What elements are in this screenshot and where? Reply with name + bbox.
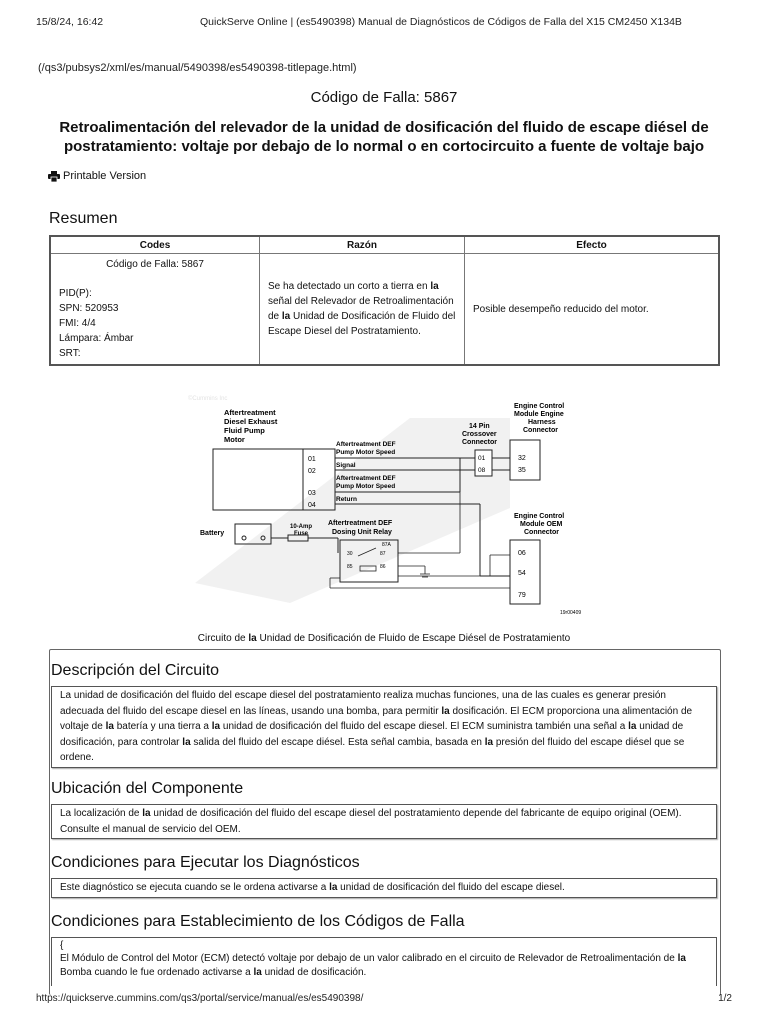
svg-text:Fluid Pump: Fluid Pump bbox=[224, 426, 265, 435]
spn-line: SPN: 520953 bbox=[59, 303, 119, 314]
ecm-oem-label bbox=[514, 513, 564, 536]
svg-text:85: 85 bbox=[347, 564, 353, 570]
diagram-caption: Circuito de la Unidad de Dosificación de Fluido de Escape Diésel de Postratamiento bbox=[197, 633, 571, 644]
svg-text:Fuse: Fuse bbox=[294, 531, 309, 537]
print-title: QuickServe Online | (es5490398) Manual de Diagnósticos de Códigos de Falla del X15 CM2450 X134B bbox=[200, 16, 682, 28]
svg-text:Motor: Motor bbox=[224, 435, 245, 444]
printer-icon bbox=[48, 171, 60, 182]
printable-version-label: Printable Version bbox=[63, 170, 147, 182]
svg-text:32: 32 bbox=[518, 455, 526, 462]
svg-text:87A: 87A bbox=[382, 542, 391, 548]
estab-box: { El Módulo de Control del Motor (ECM) detectó voltaje por debajo de un valor calibrado en el circuito de Relevador de Retroalimentación de la Bomba cuando le fue ordenado activarse a la unidad de dosificación. bbox=[51, 937, 717, 986]
svg-text:Aftertreatment DEF: Aftertreatment DEF bbox=[336, 475, 396, 482]
svg-text:30: 30 bbox=[347, 551, 353, 557]
svg-text:14 Pin: 14 Pin bbox=[469, 423, 490, 430]
svg-text:Engine Control: Engine Control bbox=[514, 513, 565, 520]
svg-text:03: 03 bbox=[308, 490, 316, 497]
svg-text:Module Engine: Module Engine bbox=[514, 411, 564, 418]
svg-text:Connector: Connector bbox=[462, 439, 497, 446]
pid-line: PID(P): bbox=[59, 288, 92, 299]
svg-text:Module OEM: Module OEM bbox=[520, 521, 563, 528]
srt-line: SRT: bbox=[59, 348, 81, 359]
svg-text:Pump Motor Speed: Pump Motor Speed bbox=[336, 483, 396, 490]
page-title: Retroalimentación del relevador de la unidad de dosificación del fluido de escape diésel de postratamiento: voltaje por debajo de lo normal o en cortocircuito a fuente de voltaje bajo bbox=[59, 119, 709, 155]
motor-label bbox=[224, 408, 278, 444]
svg-text:Aftertreatment DEF: Aftertreatment DEF bbox=[336, 441, 396, 448]
svg-text:01: 01 bbox=[308, 456, 316, 463]
razon-cell: Se ha detectado un corto a tierra en la señal del Relevador de Retroalimentación de la Unidad de Dosificación de Fluido del Escape Diesel del Postratamiento. bbox=[260, 254, 465, 366]
fault-code-line: Código de Falla: 5867 bbox=[106, 259, 204, 270]
footer-url: https://quickserve.cummins.com/qs3/portal/service/manual/es/es5490398/ bbox=[36, 993, 364, 1004]
svg-text:Connector: Connector bbox=[524, 529, 559, 536]
cond-box: Este diagnóstico se ejecuta cuando se le ordena activarse a la unidad de dosificación del fluido del escape diesel. bbox=[51, 878, 717, 898]
summary-table bbox=[49, 235, 720, 366]
svg-text:Aftertreatment DEF: Aftertreatment DEF bbox=[328, 520, 393, 527]
svg-text:02: 02 bbox=[308, 468, 316, 475]
svg-text:Harness: Harness bbox=[528, 419, 556, 426]
svg-text:Return: Return bbox=[336, 496, 357, 503]
svg-text:54: 54 bbox=[518, 570, 526, 577]
ubic-heading: Ubicación del Componente bbox=[51, 780, 244, 797]
svg-text:Aftertreatment: Aftertreatment bbox=[224, 408, 276, 417]
lamp-line: Lámpara: Ámbar bbox=[59, 333, 134, 344]
fault-code-title: Código de Falla: 5867 bbox=[310, 89, 458, 106]
svg-text:87: 87 bbox=[380, 551, 386, 557]
motor-pins bbox=[308, 456, 316, 509]
battery-label: Battery bbox=[200, 530, 225, 537]
fmi-line: FMI: 4/4 bbox=[59, 318, 96, 329]
printable-version-link[interactable] bbox=[48, 170, 146, 182]
col-codes: Codes bbox=[50, 236, 260, 254]
svg-text:Dosing Unit Relay: Dosing Unit Relay bbox=[332, 529, 392, 536]
page-number: 1/2 bbox=[718, 993, 732, 1004]
codes-cell bbox=[50, 254, 260, 366]
circuit-diagram bbox=[180, 388, 590, 618]
svg-text:Signal: Signal bbox=[336, 462, 356, 469]
svg-text:04: 04 bbox=[308, 502, 316, 509]
svg-text:79: 79 bbox=[518, 592, 526, 599]
svg-text:Crossover: Crossover bbox=[462, 431, 497, 438]
resumen-heading: Resumen bbox=[49, 210, 118, 227]
efecto-cell: Posible desempeño reducido del motor. bbox=[465, 254, 720, 366]
estab-heading: Condiciones para Establecimiento de los Códigos de Falla bbox=[51, 913, 465, 930]
svg-text:Connector: Connector bbox=[523, 427, 558, 434]
svg-text:06: 06 bbox=[518, 550, 526, 557]
svg-text:Diesel Exhaust: Diesel Exhaust bbox=[224, 417, 278, 426]
col-efecto: Efecto bbox=[465, 236, 720, 254]
desc-box: La unidad de dosificación del fluido del escape diesel del postratamiento realiza muchas funciones, una de las cuales es generar presión adecuada del fluido del escape diesel en las líneas, usando una bomba, para permitir la dosificación. El ECM proporciona una alimentación de voltaje de la batería y una tierra a la unidad de dosificación del fluido del escape diesel. El ECM suministra también una señal a la unidad de dosificación, para controlar la salida del fluido del escape diésel. Esta señal cambia, basada en la presión del fluido del escape diésel que se ordene. bbox=[51, 686, 717, 768]
svg-text:08: 08 bbox=[478, 467, 486, 474]
cond-heading: Condiciones para Ejecutar los Diagnósticos bbox=[51, 854, 360, 871]
svg-text:35: 35 bbox=[518, 467, 526, 474]
print-datetime: 15/8/24, 16:42 bbox=[36, 16, 104, 28]
svg-text:Engine Control: Engine Control bbox=[514, 403, 565, 410]
svg-text:©Cummins Inc: ©Cummins Inc bbox=[188, 396, 228, 402]
svg-text:86: 86 bbox=[380, 564, 386, 570]
ecm-harness-label bbox=[514, 403, 564, 434]
svg-text:10-Amp: 10-Amp bbox=[290, 524, 313, 530]
brace-char: { bbox=[60, 940, 64, 951]
diagram-code: 19r00409 bbox=[560, 610, 582, 616]
svg-text:01: 01 bbox=[478, 455, 486, 462]
col-razon: Razón bbox=[260, 236, 465, 254]
desc-heading: Descripción del Circuito bbox=[51, 662, 220, 679]
svg-text:Pump Motor Speed: Pump Motor Speed bbox=[336, 449, 396, 456]
page-footer bbox=[36, 993, 732, 1004]
ubic-box: La localización de la unidad de dosificación del fluido del escape diesel del postratamiento depende del fabricante de equipo original (OEM). Consulte el manual de servicio del OEM. bbox=[51, 804, 717, 839]
manual-path-link[interactable]: (/qs3/pubsys2/xml/es/manual/5490398/es5490398-titlepage.html) bbox=[38, 62, 357, 74]
